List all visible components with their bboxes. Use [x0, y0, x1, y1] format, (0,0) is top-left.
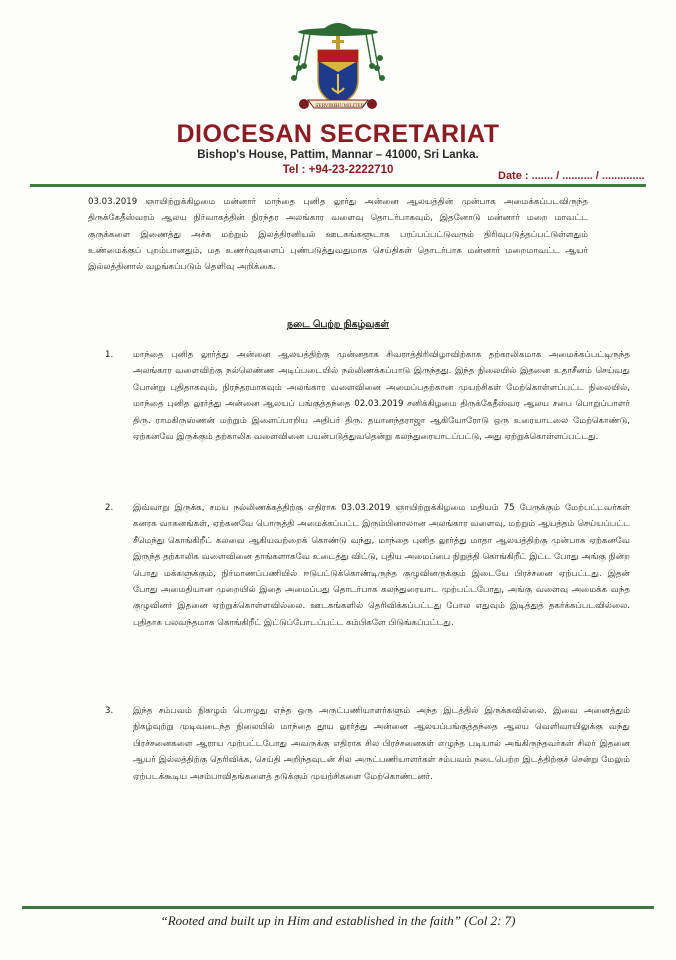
list-item [105, 500, 630, 631]
footer-quote [0, 913, 676, 929]
diocese-crest-icon [290, 18, 386, 118]
intro-paragraph: 03.03.2019 ஞாயிற்றுக்கிழமை மன்னார் மாந்தை புனித லூர்து அன்னை ஆலயத்தின் முன்பாக அமைக்கப்படவிருந்த திருக்கேதீஸ்வரம் ஆலய நிர்வாகத்தின் நிரந்தர அலங்கார வளைவு தொடர்பாகவும், இதனோடு மன்னார் மறை மாவட்ட குருக்களை இணைத்து அச்சு மற்றும் இலத்திரனியல் ஊடகங்களூடாக பரப்பப்பட்டுவரும் திரிவுபடுத்தப்பட்டுள்ளதும் உண்மைக்குப் புறம்பானதும், மத உணர்வுகளைப் புண்படுத்துவதுமாக செய்திகள் தொடர்பாக மன்னார் மறைமாவட்ட ஆயர் இல்லத்தினால் வழங்கப்படும் தெளிவு அறிக்கை. [88, 197, 588, 273]
header-divider [30, 184, 646, 187]
list-item-number: 2. [105, 503, 114, 513]
crest-motto-left: SERVIRE [315, 104, 337, 109]
organization-name: DIOCESAN SECRETARIAT [176, 120, 500, 148]
section-heading: நடை பெற்ற நிகழ்வுகள் [287, 319, 389, 330]
footer-quote-text: “Rooted and built up in Him and established in the faith” [160, 913, 461, 928]
list-item-text: மாந்தை புனித லூர்த்து அன்னை ஆலயத்திற்கு முன்னதாக சிவராத்திரிவிழாவிற்காக தற்காலிகமாக அமைக்கப்பட்டிருந்த அலங்கார வளைவிற்கு நல்லெண்ண அடிப்படையில் நல்லிணக்கப்பாடு இருந்தது. இந்த நிலையில் இதனை உதாசீனம் செய்வது போன்று புதிதாகவும், நிரந்தரமாகவும் அலங்கார வளைவினை அமைப்பதற்கான முயற்சிகள் மேற்கொள்ளப்பட்ட நிலையில், மாந்தை புனித லூர்த்து அன்னை ஆலயப் பங்குத்தந்தை 02.03.2019 சனிக்கிழமை திருக்கேதீஸ்வர ஆலய சபை பொறுப்பாளர் திரு. ராமகிருஸ்ணன் மற்றும் இளைப்பாறிய அதிபர் திரு. தயானந்தராஜா ஆகியோரோடு ஒரு உரையாடலை மேற்கொண்டு, ஏற்கனவே இருக்கும் தற்காலிக வளைவினை பயன்படுத்துவதென்று கலந்துரையாடப்பட்டு, அது ஏற்றுக்கொள்ளப்பட்டது. [133, 350, 630, 443]
telephone-number: Tel : +94-23-2222710 [282, 164, 394, 176]
list-item-number: 3. [105, 706, 114, 716]
list-item-number: 1. [105, 350, 114, 360]
crest-motto-right: HUMILITER [335, 104, 365, 109]
list-item [105, 703, 630, 785]
list-item-text: இந்த சம்பவம் நிகழும் பொழுது எந்த ஒரு அருட்பணியாளர்களும் அந்த இடத்தில் இருக்கவில்லை. இவை அனைத்தும் நிகழ்வுற்று முடிவடைந்த நிலையில் மாந்தை தூய லூர்த்து அன்னை ஆலயப்பங்குத்தந்தை ஆலய வெளிவாயிலுக்கு வந்து பிரச்சனைகளை ஆராய முற்பட்டபோது அவருக்கு எதிராக சில பிரச்சனைகள் எழுந்த படியால் அங்கிருந்தவர்கள் சிலர் இதனை ஆயர் இல்லத்திற்கு தெரிவிக்க, செய்தி அறிந்தவுடன் சில அருட்பணியாளர்கள் சம்பவம் நடைபெற்ற இடத்திற்குச் சென்று மேலும் ஏற்படக்கூடிய அசம்பாவிதங்களைத் தடுக்கும் முயற்சிகளை மேற்கொண்டனர். [133, 706, 630, 782]
footer-divider [22, 906, 654, 909]
list-item [105, 347, 630, 445]
organization-address: Bishop's House, Pattim, Mannar – 41000, Sri Lanka. [197, 149, 479, 161]
list-item-text: இவ்வாறு இருக்க, சமய நல்லிணக்கத்திற்கு எதிராக 03.03.2019 ஞாயிற்றுக்கிழமை மதியம் 75 பேருக்கும் மேற்பட்டவர்கள் கனரக வாகனங்கள், ஏற்கனவே பொருத்தி அமைக்கப்பட்ட இரும்பினாலான அலங்கார வளைவு, மற்றும் ஆயத்தம் செய்யப்பட்ட சீமெந்து கொங்கிறீட் கலவை ஆகியவற்றைக் கொண்டு வந்து, மாந்தை புனித லூர்த்து மாதா ஆலயத்திற்கு முன்பாக ஏற்கனவே இருந்த தற்காலிக வளைவினை தாங்களாகவே உடைத்து விட்டு, புதிய அமைப்பை நிறுத்தி கொங்கிறீட் இட்ட போது அங்கு நின்ற பொது மக்களுக்கும், நிர்மாணப்பணியில் ஈடுபட்டுக்கொண்டிருந்த குழுவினருக்கும் இடையே பிரச்சனை ஏற்பட்டது. இதன் போது அமைதியான முறையில் இதை அமைப்பது தொடர்பாக கலந்துரையாட முற்பட்டபோது, அங்கு வளைவு அமைக்க வந்த குழுவினர் இதனை ஏற்றுக்கொள்ளவில்லை. ஊடகங்களில் தெரிவிக்கப்பட்டது போல எதுவும் இடித்துத் தகர்க்கப்படவில்லை. புதிதாக பலவந்தமாக கொங்கிறீட் இட்டுப்போடப்பட்ட கம்பிகளே பிடுங்கப்பட்டது. [133, 503, 630, 628]
date-field: Date : ....... / .......... / .............. [498, 170, 645, 182]
footer-quote-reference: (Col 2: 7) [464, 913, 516, 928]
